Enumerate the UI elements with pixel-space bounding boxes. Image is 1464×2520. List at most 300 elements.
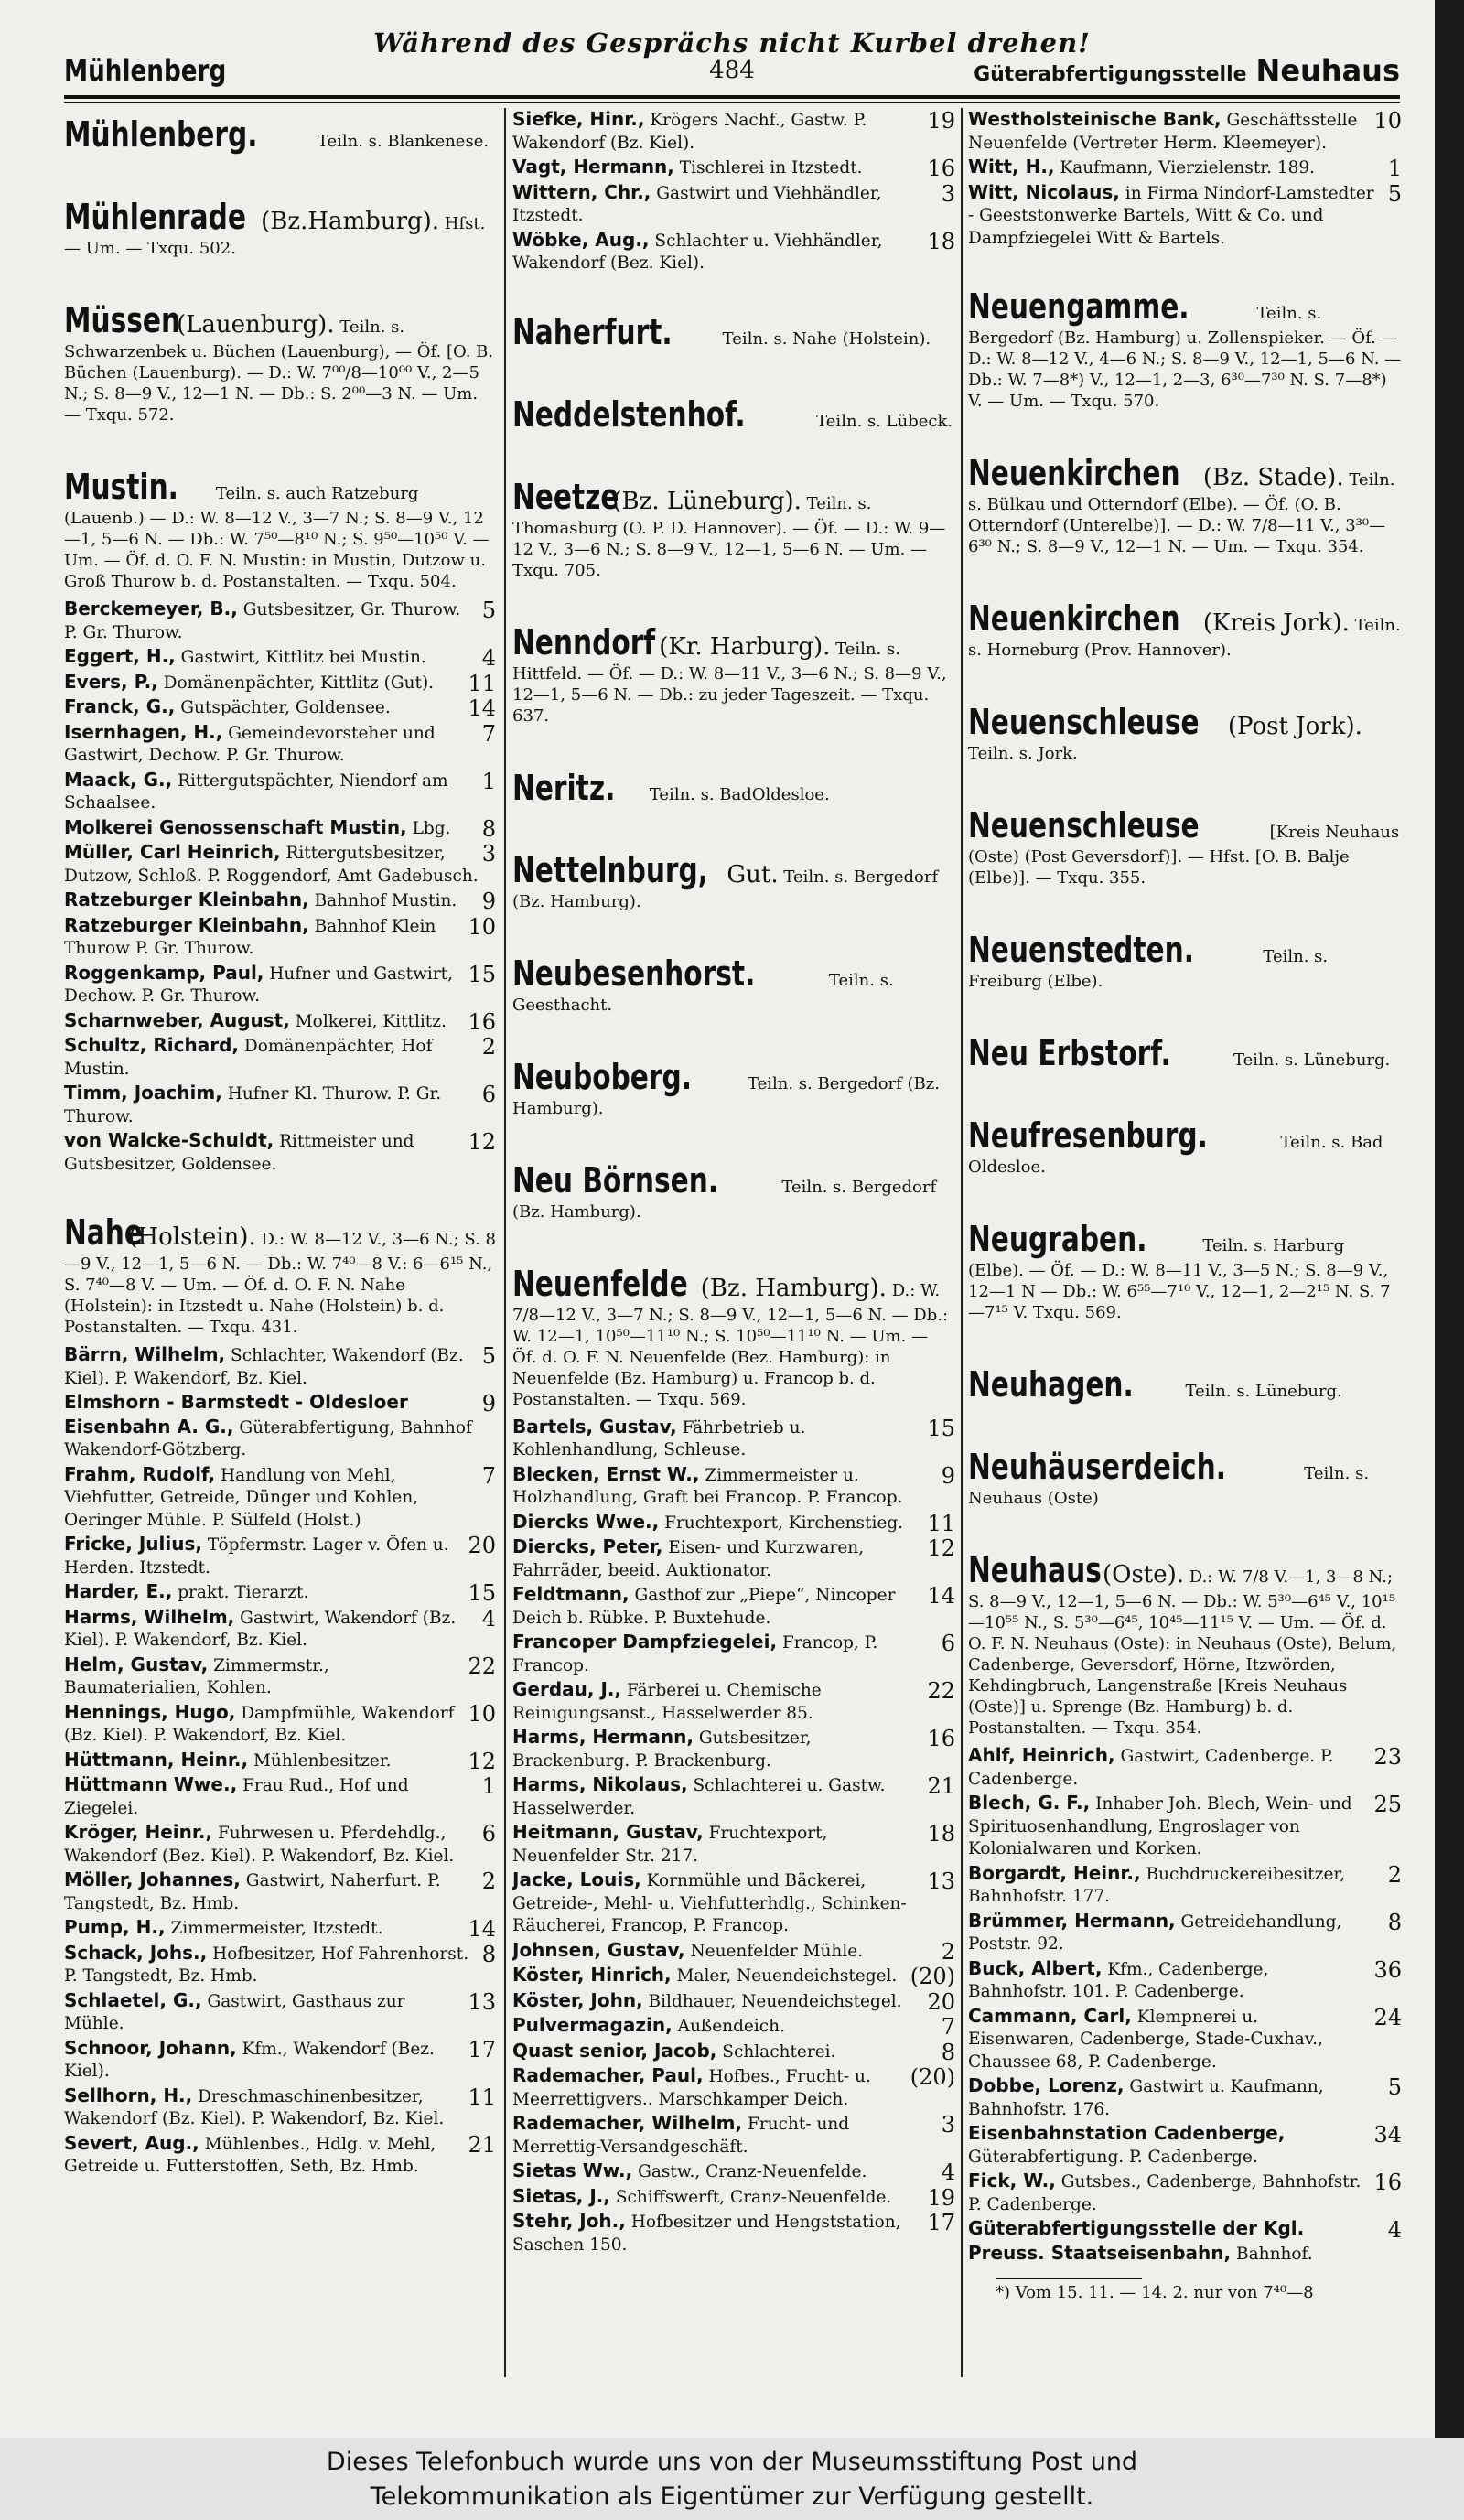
phone-number: 11 [468,2084,496,2110]
phone-number: 14 [468,1916,496,1942]
subscriber-details: Gutspächter, Goldensee. [180,698,391,717]
subscriber-name: Kröger, Heinr., [64,1821,213,1843]
phone-number: 25 [1373,1792,1402,1817]
place-heading [64,1212,496,1338]
place-heading [512,767,955,809]
listing-entry [64,816,496,841]
place-info: Teiln. s. Harburg (Elbe). — Öf. — D.: W. 8—11 V., 3—5 N.; S. 8—9 V., 12—1 N — Db.: W. 6⁵⁵—7¹⁰ V., 12—1, 2—2¹⁵ N. S. 7—7¹⁵ V. Txqu. 569. [968,1236,1391,1322]
footnote-rule [996,2278,1142,2279]
spacer [968,251,1402,280]
spacer [512,587,955,616]
phone-number: 12 [468,1748,496,1774]
phone-number: 12 [468,1129,496,1155]
subscriber-name: Pump, H., [64,1916,166,1938]
subscriber-name: Elmshorn - Barmstedt - Oldesloer Eisenbahn A. G., [64,1391,408,1438]
subscriber-details: Bahnhof Klein Thurow P. Gr. Thurow. [64,916,436,958]
subscriber-name: Dobbe, Lorenz, [968,2074,1125,2096]
place-heading [64,113,496,156]
place-heading [512,621,955,727]
place-info: D.: W. 7/8—12 V., 3—7 N.; S. 8—9 V., 12—1, 5—6 N. — Db.: W. 12—1, 10⁵⁰—11¹⁰ N.; S. 10⁵⁰—11¹⁰ N. — Um. — Öf. d. O. F. N. Neuenfelde (Bez. Hamburg): in Neuenfelde (Bz. Hamburg) u. Francop b. d. Postanstalten. — Txqu. 569. [512,1280,949,1409]
place-info: Teiln. s. Lüneburg. [1185,1382,1342,1401]
place-heading [512,1159,955,1222]
listing-entry [968,156,1402,180]
listing-entry [64,1533,496,1579]
place-info: Teiln. s. Bülkau und Otterndorf (Elbe). — Öf. (O. B. Otterndorf (Unterelbe)]. — D.: W. 7/8—11 V., 3³⁰—6³⁰ N.; S. 8—9 V., 12—1 N. — Um. — Txqu. 354. [968,470,1395,556]
subscriber-name: Sellhorn, H., [64,2084,193,2106]
listing-entry [64,695,496,720]
place-name: Naherfurt. [512,311,673,352]
subscriber-details: Zimmermstr., Baumaterialien, Kohlen. [64,1655,329,1697]
listing-entry [512,2159,955,2184]
subscriber-details: Kfm., Cadenberge, Bahnhofstr. 101. P. Cadenberge. [968,1959,1269,2001]
subscriber-details: Gastwirt, Gasthaus zur Mühle. [64,1991,405,2033]
place-qualifier: (Holstein). [128,1223,256,1251]
subscriber-details: Güterabfertigung, Bahnhof Wakendorf-Götzberg. [64,1417,472,1459]
place-name: Neubesenhorst. [512,953,756,994]
subscriber-name: Fricke, Julius, [64,1533,202,1555]
phone-number: 8 [481,1941,496,1967]
listing-entry [968,1957,1402,2004]
place-info: Teiln. s. Bergedorf (Bz. Hamburg). [512,1177,937,1222]
subscriber-details: Kaufmann, Vierzielenstr. 189. [1060,158,1316,178]
listing-entry [512,1416,955,1462]
place-info: Teiln. s. Hittfeld. — Öf. — D.: W. 8—11 V., 3—6 N.; S. 8—9 V., 12—1, 5—6 N. — Db.: zu jeder Tageszeit. — Txqu. 637. [512,639,947,726]
subscriber-name: Ratzeburger Kleinbahn, [64,888,309,910]
subscriber-name: Isernhagen, H., [64,720,223,743]
place-info: Hfst. — Um. — Txqu. 502. [64,214,486,258]
listing-entry [512,1989,955,2014]
subscriber-details: Hufner und Gastwirt, Dechow. P. Gr. Thurow. [64,964,453,1006]
subscriber-details: Mühlenbes., Hdlg. v. Mehl, Getreide u. Futterstoffen, Seth, Bz. Hmb. [64,2134,436,2176]
place-heading [968,598,1402,661]
header-left-keyword: Mühlenberg [64,53,227,88]
subscriber-details: Krögers Nachf., Gastw. P. Wakendorf (Bz. Kiel). [512,111,867,153]
place-heading [64,299,496,425]
phone-number: 18 [927,228,955,254]
phone-number: 1 [481,1773,496,1799]
phone-number: 21 [468,2131,496,2158]
subscriber-details: Hofbesitzer und Hengststation, Saschen 150. [512,2213,901,2255]
listing-entry [64,2037,496,2084]
subscriber-name: Stehr, Joh., [512,2210,626,2232]
subscriber-details: Klempnerei u. Eisenwaren, Cadenberge, Stade-Cuxhav., Chaussee 68, P. Cadenberge. [968,2007,1323,2072]
listing-entry [64,1868,496,1915]
spacer [64,264,496,294]
place-heading [512,311,955,353]
listing-entry [512,1631,955,1677]
footer-credit [0,2438,1464,2520]
phone-number: 23 [1373,1744,1402,1770]
listing-entry [64,1009,496,1034]
subscriber-details: Gutsbes., Cadenberge, Bahnhofstr. P. Cadenberge. [968,2172,1362,2214]
listing-entry [64,1821,496,1868]
phone-number: 15 [927,1415,955,1441]
listing-entry [512,2210,955,2256]
header-right-keyword [974,53,1400,88]
place-name: Neuenkirchen [968,453,1180,493]
phone-number: 6 [481,1082,496,1107]
subscriber-details: Gastwirt u. Kaufmann, Bahnhofstr. 176. [968,2077,1324,2119]
place-heading [512,1263,955,1410]
subscriber-name: Gerdau, J., [512,1678,622,1700]
subscriber-details: Schiffswerft, Cranz-Neuenfelde. [615,2187,892,2207]
subscriber-details: Domänenpächter, Kittlitz (Gut). [163,673,435,693]
listing-entry [64,1463,496,1533]
listing-entry [64,962,496,1008]
subscriber-details: Frucht- und Merrettig-Versandgeschäft. [512,2115,850,2157]
subscriber-name: Köster, John, [512,1988,643,2011]
footer-line-1: Dieses Telefonbuch wurde uns von der Museumsstiftung Post und [326,2448,1138,2476]
spacer [64,1177,496,1206]
place-name: Neufresenburg. [968,1115,1208,1156]
subscriber-details: Hofbesitzer, Hof Fahrenhorst. P. Tangstedt, Bz. Hmb. [64,1944,469,1986]
phone-number: 22 [927,1678,955,1704]
phone-number: 8 [941,2039,955,2065]
place-qualifier: (Kr. Harburg). [659,632,831,661]
place-heading [968,1363,1402,1405]
header-rule-thin [64,102,1400,103]
subscriber-name: Harder, E., [64,1580,173,1602]
listing-entry [968,2122,1402,2169]
subscriber-details: Schlachter u. Viehhändler, Wakendorf (Bez. Kiel). [512,231,883,273]
subscriber-name: Maack, G., [64,768,173,791]
subscriber-name: Witt, Nicolaus, [968,180,1120,203]
place-name: Neuengamme. [968,286,1190,327]
place-name: Neddelstenhof. [512,393,746,435]
subscriber-name: Müller, Carl Heinrich, [64,841,281,863]
phone-number: 4 [481,645,496,671]
listing-entry [968,181,1402,251]
subscriber-details: Gemeindevorsteher und Gastwirt, Dechow. P. Gr. Thurow. [64,723,436,765]
listing-entry [968,1744,1402,1791]
listing-entry [64,1606,496,1653]
subscriber-name: Sietas, J., [512,2184,610,2207]
phone-number: 17 [468,2036,496,2062]
spacer [512,276,955,306]
phone-number: 9 [941,1462,955,1489]
listing-entry [64,769,496,815]
subscriber-name: Hennings, Hugo, [64,1700,236,1723]
phone-number: 7 [941,2014,955,2040]
place-heading [512,1056,955,1119]
phone-number: 24 [1373,2004,1402,2030]
subscriber-name: Fick, W., [968,2170,1056,2192]
subscriber-details: Schlachterei u. Gastw. Hasselwerder. [512,1776,886,1818]
phone-number: 36 [1373,1956,1402,1983]
place-heading [968,285,1402,412]
subscriber-name: Eisenbahnstation Cadenberge, [968,2122,1286,2144]
spacer [968,770,1402,799]
phone-number: 14 [927,1583,955,1609]
spacer [968,1411,1402,1440]
subscriber-name: Bärrn, Wilhelm, [64,1343,226,1365]
subscriber-name: Siefke, Hinr., [512,108,645,130]
phone-number: 3 [941,2112,955,2138]
listing-entry [64,1580,496,1605]
subscriber-name: Ratzeburger Kleinbahn, [64,913,309,936]
phone-number: 2 [1387,1861,1402,1888]
phone-number: 10 [468,913,496,940]
phone-number: 34 [1373,2122,1402,2148]
listing-entry [64,888,496,913]
subscriber-details: Dampfmühle, Wakendorf (Bz. Kiel). P. Wakendorf, Bz. Kiel. [64,1703,455,1745]
subscriber-name: Feldtmann, [512,1583,630,1605]
place-info: Teiln. s. auch Ratzeburg (Lauenb.) — D.: W. 8—12 V., 3—7 N.; S. 8—9 V., 12—1, 5—6 N. — Db.: W. 7⁵⁰—8¹⁰ N.; S. 9⁵⁰—10⁵⁰ V. — Um. — Öf. d. O. F. N. Mustin: in Mustin, Dutzow u. Groß Thurow b. d. Postanstalten. — Txqu. 504. [64,484,490,591]
place-info: Teiln. s. Bad Oldesloe. [968,1133,1383,1177]
subscriber-name: Güterabfertigungsstelle der Kgl. Preuss. Staatseisenbahn, [968,2217,1305,2264]
place-info: Teiln. s. Geesthacht. [512,970,894,1015]
place-heading [968,804,1402,888]
phone-number: 5 [1387,2074,1402,2100]
subscriber-details: Getreidehandlung, Poststr. 92. [968,1912,1342,1954]
subscriber-details: Gutsbesitzer, Brackenburg. P. Brackenburg. [512,1728,812,1771]
phone-number: 20 [927,1988,955,2015]
phone-number: 10 [1373,108,1402,134]
subscriber-name: Quast senior, Jacob, [512,2039,717,2062]
place-qualifier: (Bz. Hamburg). [700,1274,887,1302]
phone-number: 2 [481,1868,496,1894]
place-qualifier: (Bz. Lüneburg). [612,487,802,515]
subscriber-details: Francop, P. Francop. [512,1633,878,1675]
subscriber-details: Töpfermstr. Lager v. Öfen u. Herden. Itzstedt. [64,1535,449,1578]
subscriber-name: Harms, Wilhelm, [64,1605,235,1628]
phone-number: 12 [927,1535,955,1561]
header-right-main: Neuhaus [1255,53,1400,88]
subscriber-name: von Walcke-Schuldt, [64,1129,274,1151]
spacer [512,814,955,844]
listing-entry [64,2084,496,2131]
subscriber-details: Zimmermeister u. Holzhandlung, Graft bei Francop. P. Francop. [512,1465,903,1507]
listing-entry [512,2112,955,2159]
subscriber-details: prakt. Tierarzt. [178,1583,309,1602]
subscriber-details: Gasthof zur „Piepe“, Nincoper Deich b. Rübke. P. Buxtehude. [512,1586,896,1628]
place-heading [64,466,496,592]
listing-entry [64,721,496,768]
subscriber-name: Wöbke, Aug., [512,228,650,251]
subscriber-details: Bahnhof. [1236,2244,1313,2264]
subscriber-details: Rittergutsbesitzer, Dutzow, Schloß. P. Roggendorf, Amt Gadebusch. [64,844,479,886]
place-name: Müssen [64,300,181,340]
subscriber-name: Diercks Wwe., [512,1510,660,1533]
subscriber-details: Gastwirt, Naherfurt. P. Tangstedt, Bz. Hmb. [64,1871,441,1913]
subscriber-details: Rittmeister und Gutsbesitzer, Goldensee. [64,1132,414,1174]
spacer [968,1183,1402,1212]
phone-number: 3 [481,841,496,867]
place-name: Neuenfelde [512,1263,688,1304]
phone-number: 3 [941,180,955,207]
place-info: Teiln. s. Schwarzenbek u. Büchen (Lauenburg), — Öf. [O. B. Büchen (Lauenburg). — D.: W. 7⁰⁰/8—10⁰⁰ V., 2—5 N.; S. 8—9 V., 12—1 N. — Db.: S. 2⁰⁰—3 N. — Um. — Txqu. 572. [64,318,494,425]
listing-entry [512,2064,955,2111]
subscriber-name: Westholsteinische Bank, [968,108,1222,130]
subscriber-name: Johnsen, Gustav, [512,1938,685,1961]
subscriber-name: Harms, Nikolaus, [512,1773,688,1795]
phone-number: 4 [941,2159,955,2185]
subscriber-name: Schlaetel, G., [64,1988,202,2011]
place-heading [968,1549,1402,1739]
subscriber-details: Gastw., Cranz-Neuenfelde. [638,2162,867,2181]
listing-entry [512,1821,955,1868]
subscriber-details: Bildhauer, Neuendeichstegel. [648,1991,902,2011]
place-info: Teiln. s. Neuhaus (Oste) [968,1464,1370,1508]
listing-entry [64,671,496,695]
subscriber-details: Geschäftsstelle Neuenfelde (Vertreter Herm. Kleemeyer). [968,111,1358,153]
phone-number: 5 [481,598,496,623]
phone-number: 13 [927,1868,955,1894]
place-heading [968,1218,1402,1323]
phone-number: 5 [1387,180,1402,207]
listing-entry [512,156,955,180]
subscriber-name: Francoper Dampfziegelei, [512,1631,778,1653]
subscriber-name: Franck, G., [64,695,176,717]
phone-number: 17 [927,2210,955,2235]
phone-number: 9 [481,888,496,914]
subscriber-details: Inhaber Joh. Blech, Wein- und Spirituosenhandlung, Engroslager von Kolonialwaren und Korken. [968,1794,1352,1858]
place-qualifier: (Lauenburg). [176,311,335,339]
subscriber-name: Heitmann, Gustav, [512,1821,704,1843]
place-info: D.: W. 8—12 V., 3—6 N.; S. 8—9 V., 12—1, 5—6 N. — Db.: W. 7⁴⁰—8 V.: 6—6¹⁵ N., S. 7⁴⁰—8 V. — Um. — Öf. d. O. F. N. Nahe (Holstein): in Itzstedt u. Nahe (Holstein) b. d. Postanstalten. — Txqu. 431. [64,1230,496,1337]
phone-number: 18 [927,1821,955,1847]
listing-entry [512,1678,955,1725]
page-header [64,0,1400,92]
phone-number: 20 [468,1533,496,1558]
listing-entry [512,229,955,275]
listing-entry [64,645,496,670]
listing-entry [512,1726,955,1772]
place-name: Neuhagen. [968,1364,1134,1405]
listing-entry [968,2074,1402,2121]
phone-number: 13 [468,1988,496,2015]
subscriber-details: Handlung von Mehl, Viehfutter, Getreide, Dünger und Kohlen, Oeringer Mühle. P. Sülfeld (Holst.) [64,1465,419,1530]
phone-number: (20) [910,1964,955,1989]
subscriber-details: Gutsbesitzer, Gr. Thurow. P. Gr. Thurow. [64,600,461,642]
listing-entry [64,1653,496,1700]
listing-entry [64,914,496,961]
place-info: Teiln. s. Nahe (Holstein). [722,328,931,349]
subscriber-details: Mühlenbesitzer. [253,1750,392,1771]
phone-number: 15 [468,1580,496,1606]
place-name: Mühlenrade [64,197,247,237]
listing-entry [64,1916,496,1941]
phone-number: 14 [468,695,496,721]
place-info: D.: W. 7/8 V.—1, 3—8 N.; S. 8—9 V., 12—1, 5—6 N. — Db.: W. 5³⁰—6⁴⁵ V., 10¹⁵—10⁵⁵ N., S. 5³⁰—6⁴⁵, 10⁴⁵—11¹⁵ V. — Um. — Öf. d. O. F. N. Neuhaus (Oste): in Neuhaus (Oste), Belum, Cadenberge, Geversdorf, Hörne, Itzwörden, Kehdingbruch, Langenstraße [Kreis Neuhaus (Oste)] u. Sprenge (Bz. Hamburg) b. d. Postanstalten. — Txqu. 354. [968,1567,1397,1738]
subscriber-name: Molkerei Genossenschaft Mustin, [64,815,407,838]
phone-number: 22 [468,1653,496,1679]
phone-number: 11 [468,670,496,696]
place-info: [Kreis Neuhaus (Oste) (Post Geversdorf)]. — Hfst. [O. B. Balje (Elbe)]. — Txqu. 355. [968,823,1400,888]
subscriber-name: Hüttmann Wwe., [64,1773,238,1795]
phone-number: 15 [468,961,496,987]
phone-number: 16 [468,1008,496,1035]
phone-number: 2 [941,1938,955,1965]
subscriber-details: Domänenpächter, Hof Mustin. [64,1037,433,1079]
phone-number: (20) [910,2064,955,2090]
subscriber-name: Borgardt, Heinr., [968,1861,1141,1884]
subscriber-name: Blecken, Ernst W., [512,1462,700,1485]
place-name: Neritz. [512,767,616,808]
listing-entry [64,1773,496,1820]
phone-number: 4 [1387,2217,1402,2243]
place-info: Teiln. s. BadOldesloe. [649,784,830,804]
spacer [968,997,1402,1027]
subscriber-name: Sietas Ww., [512,2159,633,2181]
place-qualifier: (Bz. Stade). [1202,464,1344,491]
place-heading [968,701,1402,764]
phone-number: 8 [481,815,496,842]
listing-entry [64,1034,496,1081]
phone-number: 6 [481,1821,496,1847]
listing-entry [512,1964,955,1988]
listing-entry [64,841,496,888]
subscriber-details: Fuhrwesen u. Pferdehdlg., Wakendorf (Bez. Kiel). P. Wakendorf, Bz. Kiel. [64,1824,455,1866]
spacer [512,1021,955,1050]
place-info: Teiln. s. Bergedorf (Bz. Hamburg) u. Zollenspieker. — Öf. — D.: W. 8—12 V., 4—6 N.; S. 8—9 V., 12—1, 5—6 N. — Db.: W. 7—8*) V., 12—1, 2—3, 6³⁰—7³⁰ N. S. 7—8*) V. — Um. — Txqu. 570. [968,304,1402,411]
subscriber-name: Ahlf, Heinrich, [968,1744,1115,1766]
subscriber-name: Hüttmann, Heinr., [64,1748,249,1771]
subscriber-name: Wittern, Chr., [512,180,651,203]
subscriber-details: Eisen- und Kurzwaren, Fahrräder, beeid. Auktionator. [512,1538,865,1580]
spacer [64,161,496,190]
place-info: Teiln. s. Lübeck. [816,411,953,431]
phone-number: 11 [927,1510,955,1536]
page-number: 484 [709,57,755,84]
phone-number: 16 [927,1726,955,1751]
subscriber-name: Eggert, H., [64,645,176,667]
listing-entry [968,2005,1402,2074]
subscriber-name: Rademacher, Wilhelm, [512,2112,743,2134]
place-qualifier: (Oste). [1103,1561,1185,1588]
subscriber-name: Roggenkamp, Paul, [64,961,264,984]
listing-entry [512,1463,955,1510]
listing-entry [64,1343,496,1390]
subscriber-name: Evers, P., [64,670,158,693]
place-name: Neuhäuserdeich. [968,1447,1226,1487]
subscriber-details: Gastwirt, Wakendorf (Bz. Kiel). P. Wakendorf, Bz. Kiel. [64,1608,457,1650]
listing-entry [64,1749,496,1773]
phone-number: 7 [481,720,496,747]
place-name: Neuenschleuse [968,702,1200,742]
subscriber-details: Kfm., Wakendorf (Bez. Kiel). [64,2039,435,2081]
phone-number: 21 [927,1773,955,1799]
phone-number: 2 [481,1034,496,1060]
listing-entry [64,1391,496,1462]
listing-entry [512,181,955,228]
place-name: Mühlenberg. [64,114,258,155]
header-rule [64,95,1400,99]
subscriber-name: Bartels, Gustav, [512,1415,677,1438]
subscriber-details: Fruchtexport, Neuenfelder Str. 217. [512,1824,828,1866]
subscriber-name: Witt, H., [968,156,1055,178]
subscriber-name: Scharnweber, August, [64,1008,290,1031]
subscriber-details: Tischlerei in Itzstedt. [679,158,863,178]
subscriber-name: Frahm, Rudolf, [64,1462,216,1485]
listing-entry [512,2185,955,2210]
column-divider [504,108,506,2377]
subscriber-name: Helm, Gustav, [64,1653,209,1675]
place-name: Nenndorf [512,621,656,662]
listing-entry [968,1862,1402,1909]
subscriber-details: Neuenfelder Mühle. [690,1941,864,1961]
subscriber-details: Zimmermeister, Itzstedt. [170,1919,383,1938]
subscriber-details: Außendeich. [677,2017,785,2036]
place-heading [512,476,955,581]
subscriber-name: Rademacher, Paul, [512,2064,704,2086]
phone-number: 7 [481,1462,496,1489]
place-info: Teiln. s. Blankenese. [317,132,490,151]
header-right-small: Güterabfertigungsstelle [974,63,1247,86]
spacer [512,441,955,470]
spacer [512,732,955,761]
spacer [968,1514,1402,1544]
